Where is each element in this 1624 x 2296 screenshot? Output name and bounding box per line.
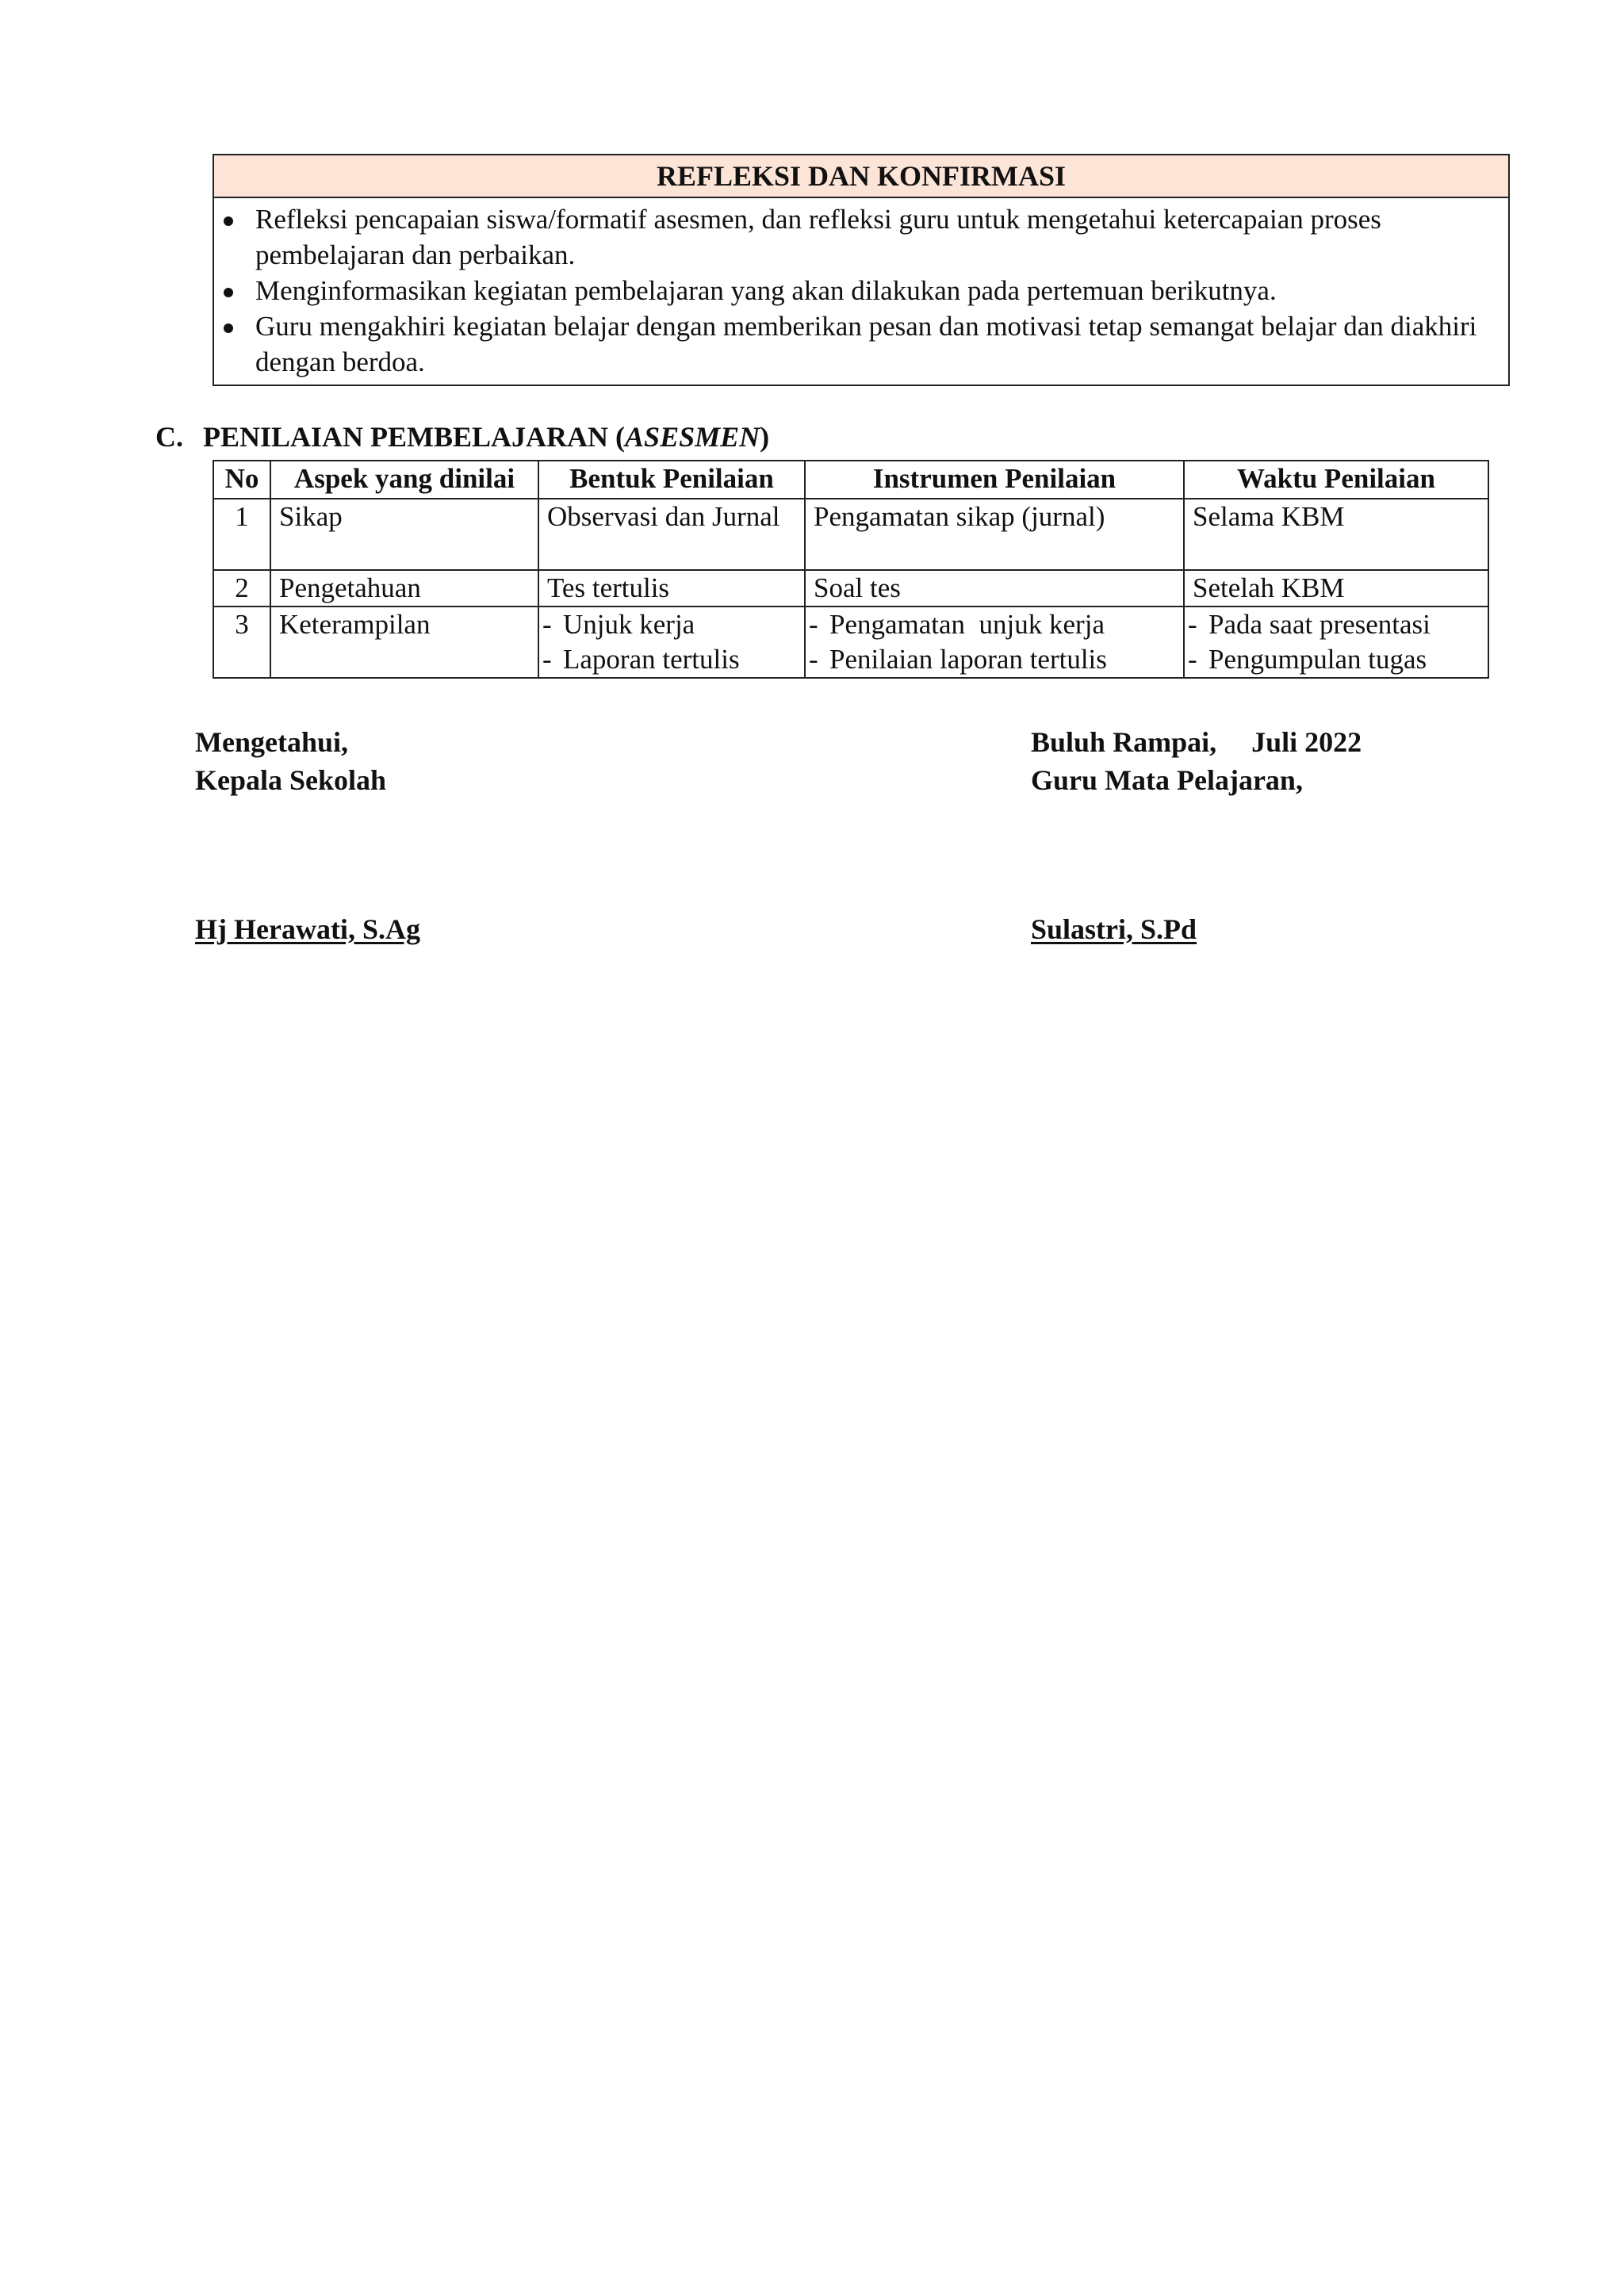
assessment-table [213,460,1489,679]
section-title-end: ) [760,421,770,453]
section-title-italic: ASESMEN [625,421,760,453]
signature-left-line2: Kepala Sekolah [195,764,387,796]
section-letter: C. [155,421,183,453]
dash-mark: - [1188,644,1197,675]
list-item [214,308,1492,380]
cell-bentuk [538,607,805,678]
signature-left-line1: Mengetahui, [195,726,348,758]
reflection-item-text: Menginformasikan kegiatan pembelajaran yang akan dilakukan pada pertemuan berikutnya. [255,275,1277,306]
cell-instrumen [805,607,1184,678]
cell-no: 2 [213,570,270,607]
cell-line-text: Pengumpulan tugas [1208,644,1427,675]
signature-left-name [195,910,420,948]
bullet-icon [224,288,233,297]
column-header: Bentuk Penilaian [538,461,805,499]
section-title-main: PENILAIAN PEMBELAJARAN ( [203,421,626,453]
dash-mark: - [809,644,818,675]
cell-instrumen: Soal tes [805,570,1184,607]
cell-waktu: Setelah KBM [1184,570,1488,607]
cell-waktu: Selama KBM [1184,499,1488,570]
reflection-list [214,198,1508,385]
dash-line [542,642,796,677]
dash-line [809,607,1175,642]
table-row [213,499,1488,570]
column-header: Aspek yang dinilai [270,461,538,499]
table-row [213,570,1488,607]
reflection-box [213,154,1510,386]
dash-line [1188,642,1480,677]
cell-line-text: Penilaian laporan tertulis [829,644,1107,675]
cell-no: 3 [213,607,270,678]
column-header: Instrumen Penilaian [805,461,1184,499]
dash-line [542,607,796,642]
cell-bentuk: Tes tertulis [538,570,805,607]
signer-name: Sulastri, S.Pd [1031,913,1197,945]
cell-line-text: Pengamatan unjuk kerja [829,609,1105,640]
dash-line [1188,607,1480,642]
cell-line-text: Laporan tertulis [563,644,740,675]
signature-right-name [1031,910,1197,948]
signer-name: Hj Herawati, S.Ag [195,913,420,945]
cell-no: 1 [213,499,270,570]
cell-bentuk: Observasi dan Jurnal [538,499,805,570]
list-item [214,201,1492,273]
signature-left-block [195,723,386,799]
reflection-item-text: Refleksi pencapaian siswa/formatif asesmen, dan refleksi guru untuk mengetahui ketercapaian proses pembelajaran dan perbaikan. [255,204,1381,270]
bullet-icon [224,216,233,226]
list-item [214,273,1492,308]
reflection-item-text: Guru mengakhiri kegiatan belajar dengan memberikan pesan dan motivasi tetap semangat belajar dan diakhiri dengan berdoa. [255,311,1477,377]
column-header: No [213,461,270,499]
dash-line [809,642,1175,677]
cell-aspek: Keterampilan [270,607,538,678]
section-title [155,420,769,453]
signature-right-block [1031,723,1362,799]
cell-line-text: Pada saat presentasi [1208,609,1431,640]
table-header-row [213,461,1488,499]
dash-mark: - [809,609,818,640]
signature-place: Buluh Rampai, [1031,726,1217,758]
cell-line-text: Unjuk kerja [563,609,695,640]
column-header: Waktu Penilaian [1184,461,1488,499]
signature-right-line2: Guru Mata Pelajaran, [1031,764,1303,796]
bullet-icon [224,323,233,333]
cell-aspek: Pengetahuan [270,570,538,607]
reflection-heading: REFLEKSI DAN KONFIRMASI [214,155,1508,198]
cell-aspek: Sikap [270,499,538,570]
cell-waktu [1184,607,1488,678]
dash-mark: - [1188,609,1197,640]
signature-right-place-date [1031,723,1362,761]
dash-mark: - [542,609,552,640]
signature-date: Juli 2022 [1251,726,1362,758]
table-row [213,607,1488,678]
dash-mark: - [542,644,552,675]
cell-instrumen: Pengamatan sikap (jurnal) [805,499,1184,570]
